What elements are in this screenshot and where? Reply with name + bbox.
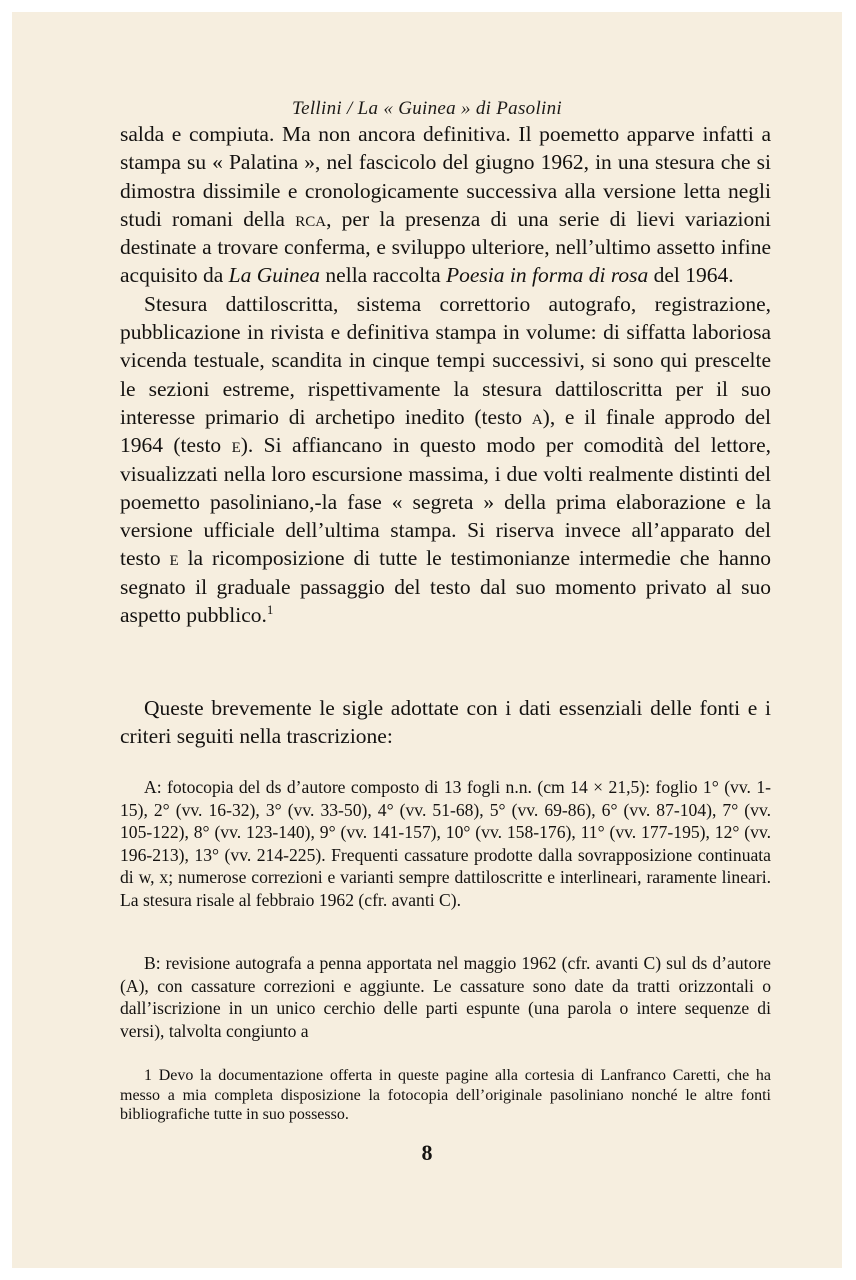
text-segment: Stesura dattiloscritta, sistema correttorio autografo, registrazione, pubblicazione in rivista e definitiva stampa in volume: di siffatta laboriosa vicenda testuale, scandita in cinque tempi successivi, si sono qui prescelte le sezioni estreme, rispettivamente la stesura dattiloscritta per il suo interesse primario di archetipo inedito (testo	[120, 291, 771, 429]
text-segment: del 1964.	[648, 263, 734, 288]
text-segment: ). Si affiancano in questo modo per comodità del lettore, visualizzati nella loro escursione massima, i due volti realmente distinti del poemetto pasoliniano,-la fase « segreta » della prima elaborazione e la versione ufficiale dell’ultima stampa. Si riserva invece all’apparato del testo	[120, 433, 771, 571]
paragraph-continuation	[120, 120, 771, 290]
text-segment: nella raccolta	[320, 263, 446, 288]
page-number: 8	[421, 1140, 433, 1165]
text-segment: la ricomposizione di tutte le testimonianze intermedie che hanno segnato il graduale passaggio del testo dal suo momento privato al suo aspetto pubblico.	[120, 546, 772, 628]
paragraph	[120, 290, 771, 630]
text-segment: e	[169, 546, 179, 571]
sigla-intro-paragraph: Queste brevemente le sigle adottate con i dati essenziali delle fonti e i criteri seguiti nella trascrizione:	[120, 696, 771, 749]
text-segment: salda e compiuta. Ma non ancora definitiva. Il poemetto apparve infatti a stampa su « Palatina », nel fascicolo del giugno 1962, in una stesura che si dimostra dissimile e cronologicamente successiva alla versione letta negli studi romani della	[120, 122, 771, 231]
book-page	[12, 12, 842, 1268]
main-text	[120, 120, 771, 629]
book-title: La Guinea	[228, 263, 321, 288]
running-header: Tellini / La « Guinea » di Pasolini	[291, 98, 562, 119]
text-segment: ), e il finale approdo del 1964 (testo	[120, 404, 771, 458]
text-segment: rca	[295, 206, 327, 231]
sigla-b-entry: B: revisione autografa a penna apportata nel maggio 1962 (cfr. avanti C) sul ds d’autore (A), con cassature correzioni e aggiunte. Le cassature sono date da tratti orizzontali o dall’iscrizione in un unico cerchio delle parti espunte (una parola o intere sequenze di versi), talvolta congiunto a	[120, 953, 771, 1041]
footnote: 1 Devo la documentazione offerta in queste pagine alla cortesia di Lanfranco Caretti, che ha messo a mia completa disposizione la fotocopia dell’originale pasoliniano nonché le altre fonti bibliografiche tutte in suo possesso.	[120, 1067, 771, 1123]
text-segment: , per la presenza di una serie di lievi variazioni destinate a trovare conferma, e sviluppo ulteriore, nell’ultimo assetto infine acquisito da	[120, 206, 771, 288]
text-segment: a	[531, 404, 543, 429]
footnote-reference: 1	[266, 602, 274, 617]
book-title: Poesia in forma di rosa	[445, 263, 649, 288]
sigla-a-entry: A: fotocopia del ds d’autore composto di 13 fogli n.n. (cm 14 × 21,5): foglio 1° (vv. 1-15), 2° (vv. 16-32), 3° (vv. 33-50), 4° (vv. 51-68), 5° (vv. 69-86), 6° (vv. 87-104), 7° (vv. 105-122), 8° (vv. 123-140), 9° (vv. 141-157), 10° (vv. 158-176), 11° (vv. 177-195), 12° (vv. 196-213), 13° (vv. 214-225). Frequenti cassature prodotte dalla sovrapposizione continuata di w, x; numerose correzioni e varianti sempre dattiloscritte e interlineari, raramente lineari. La stesura risale al febbraio 1962 (cfr. avanti C).	[120, 777, 771, 910]
text-segment: e	[231, 433, 241, 458]
